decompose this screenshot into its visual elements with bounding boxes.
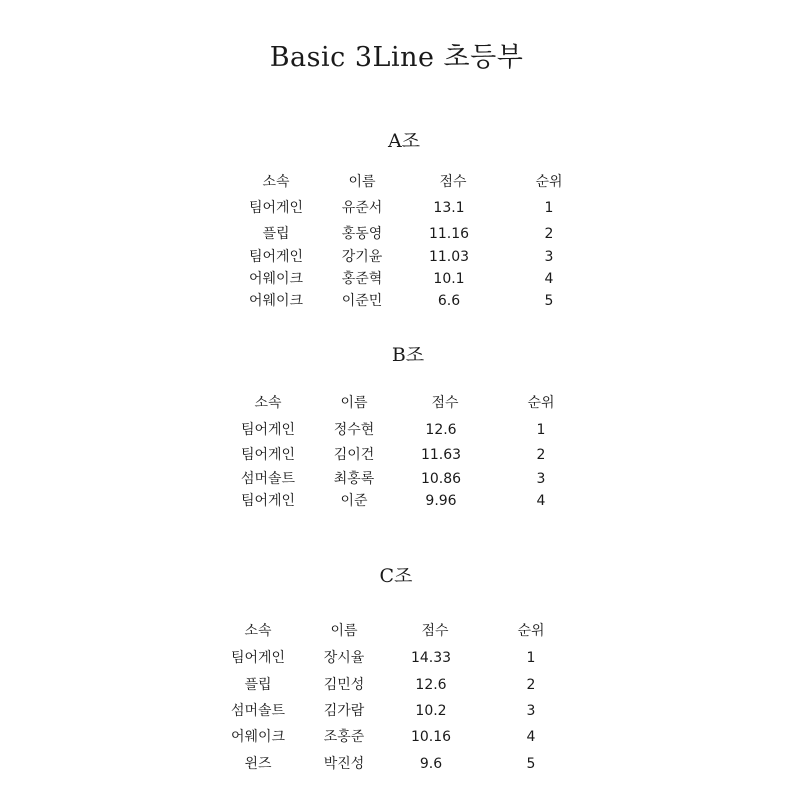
cell-rank: 1 [544,200,554,216]
cell-score: 10.1 [433,271,465,287]
cell-name: 김가람 [323,703,365,719]
cell-score: 13.1 [433,200,465,216]
column-header-affiliation: 소속 [244,623,272,639]
cell-rank: 5 [526,756,536,772]
column-header-affiliation: 소속 [262,174,290,190]
cell-rank: 3 [536,471,546,487]
column-header-name: 이름 [330,623,358,639]
cell-name: 이준민 [341,293,383,309]
cell-affiliation: 팀어게인 [240,493,296,509]
column-header-score: 점수 [431,395,459,411]
cell-rank: 5 [544,293,554,309]
cell-name: 이준 [340,493,368,509]
cell-score: 11.63 [420,447,462,463]
cell-rank: 2 [544,226,554,242]
cell-name: 최홍록 [333,471,375,487]
cell-affiliation: 플립 [262,226,290,242]
cell-rank: 1 [526,650,536,666]
cell-name: 유준서 [341,200,383,216]
column-header-name: 이름 [348,174,376,190]
cell-affiliation: 섬머솔트 [240,471,296,487]
cell-affiliation: 팀어게인 [230,650,286,666]
cell-name: 강기윤 [341,249,383,265]
cell-rank: 3 [544,249,554,265]
cell-affiliation: 팀어게인 [248,249,304,265]
cell-name: 홍준혁 [341,271,383,287]
group-heading: B조 [391,344,425,366]
cell-name: 김이건 [333,447,375,463]
cell-rank: 4 [526,729,536,745]
cell-name: 조홍준 [323,729,365,745]
column-header-affiliation: 소속 [254,395,282,411]
cell-score: 12.6 [415,677,447,693]
cell-score: 6.6 [437,293,461,309]
cell-score: 9.6 [419,756,443,772]
cell-score: 10.2 [415,703,447,719]
group-heading: C조 [379,565,413,587]
cell-score: 11.03 [428,249,470,265]
page-title: Basic 3Line 초등부 [269,42,524,73]
cell-affiliation: 어웨이크 [248,271,304,287]
column-header-score: 점수 [439,174,467,190]
cell-affiliation: 팀어게인 [248,200,304,216]
column-header-score: 점수 [421,623,449,639]
cell-affiliation: 윈즈 [244,756,272,772]
cell-affiliation: 섬머솔트 [230,703,286,719]
cell-score: 10.16 [410,729,452,745]
cell-affiliation: 어웨이크 [230,729,286,745]
cell-rank: 2 [526,677,536,693]
cell-affiliation: 어웨이크 [248,293,304,309]
column-header-rank: 순위 [517,623,545,639]
column-header-rank: 순위 [535,174,563,190]
cell-score: 12.6 [425,422,457,438]
column-header-name: 이름 [340,395,368,411]
cell-rank: 1 [536,422,546,438]
cell-score: 11.16 [428,226,470,242]
group-heading: A조 [387,130,421,152]
cell-name: 정수현 [333,422,375,438]
cell-score: 14.33 [410,650,452,666]
cell-affiliation: 플립 [244,677,272,693]
cell-score: 10.86 [420,471,462,487]
cell-name: 홍동영 [341,226,383,242]
cell-name: 김민성 [323,677,365,693]
cell-affiliation: 팀어게인 [240,422,296,438]
cell-rank: 4 [544,271,554,287]
column-header-rank: 순위 [527,395,555,411]
cell-rank: 3 [526,703,536,719]
cell-name: 박진성 [323,756,365,772]
cell-name: 장시율 [323,650,365,666]
cell-score: 9.96 [425,493,457,509]
cell-rank: 2 [536,447,546,463]
cell-rank: 4 [536,493,546,509]
cell-affiliation: 팀어게인 [240,447,296,463]
